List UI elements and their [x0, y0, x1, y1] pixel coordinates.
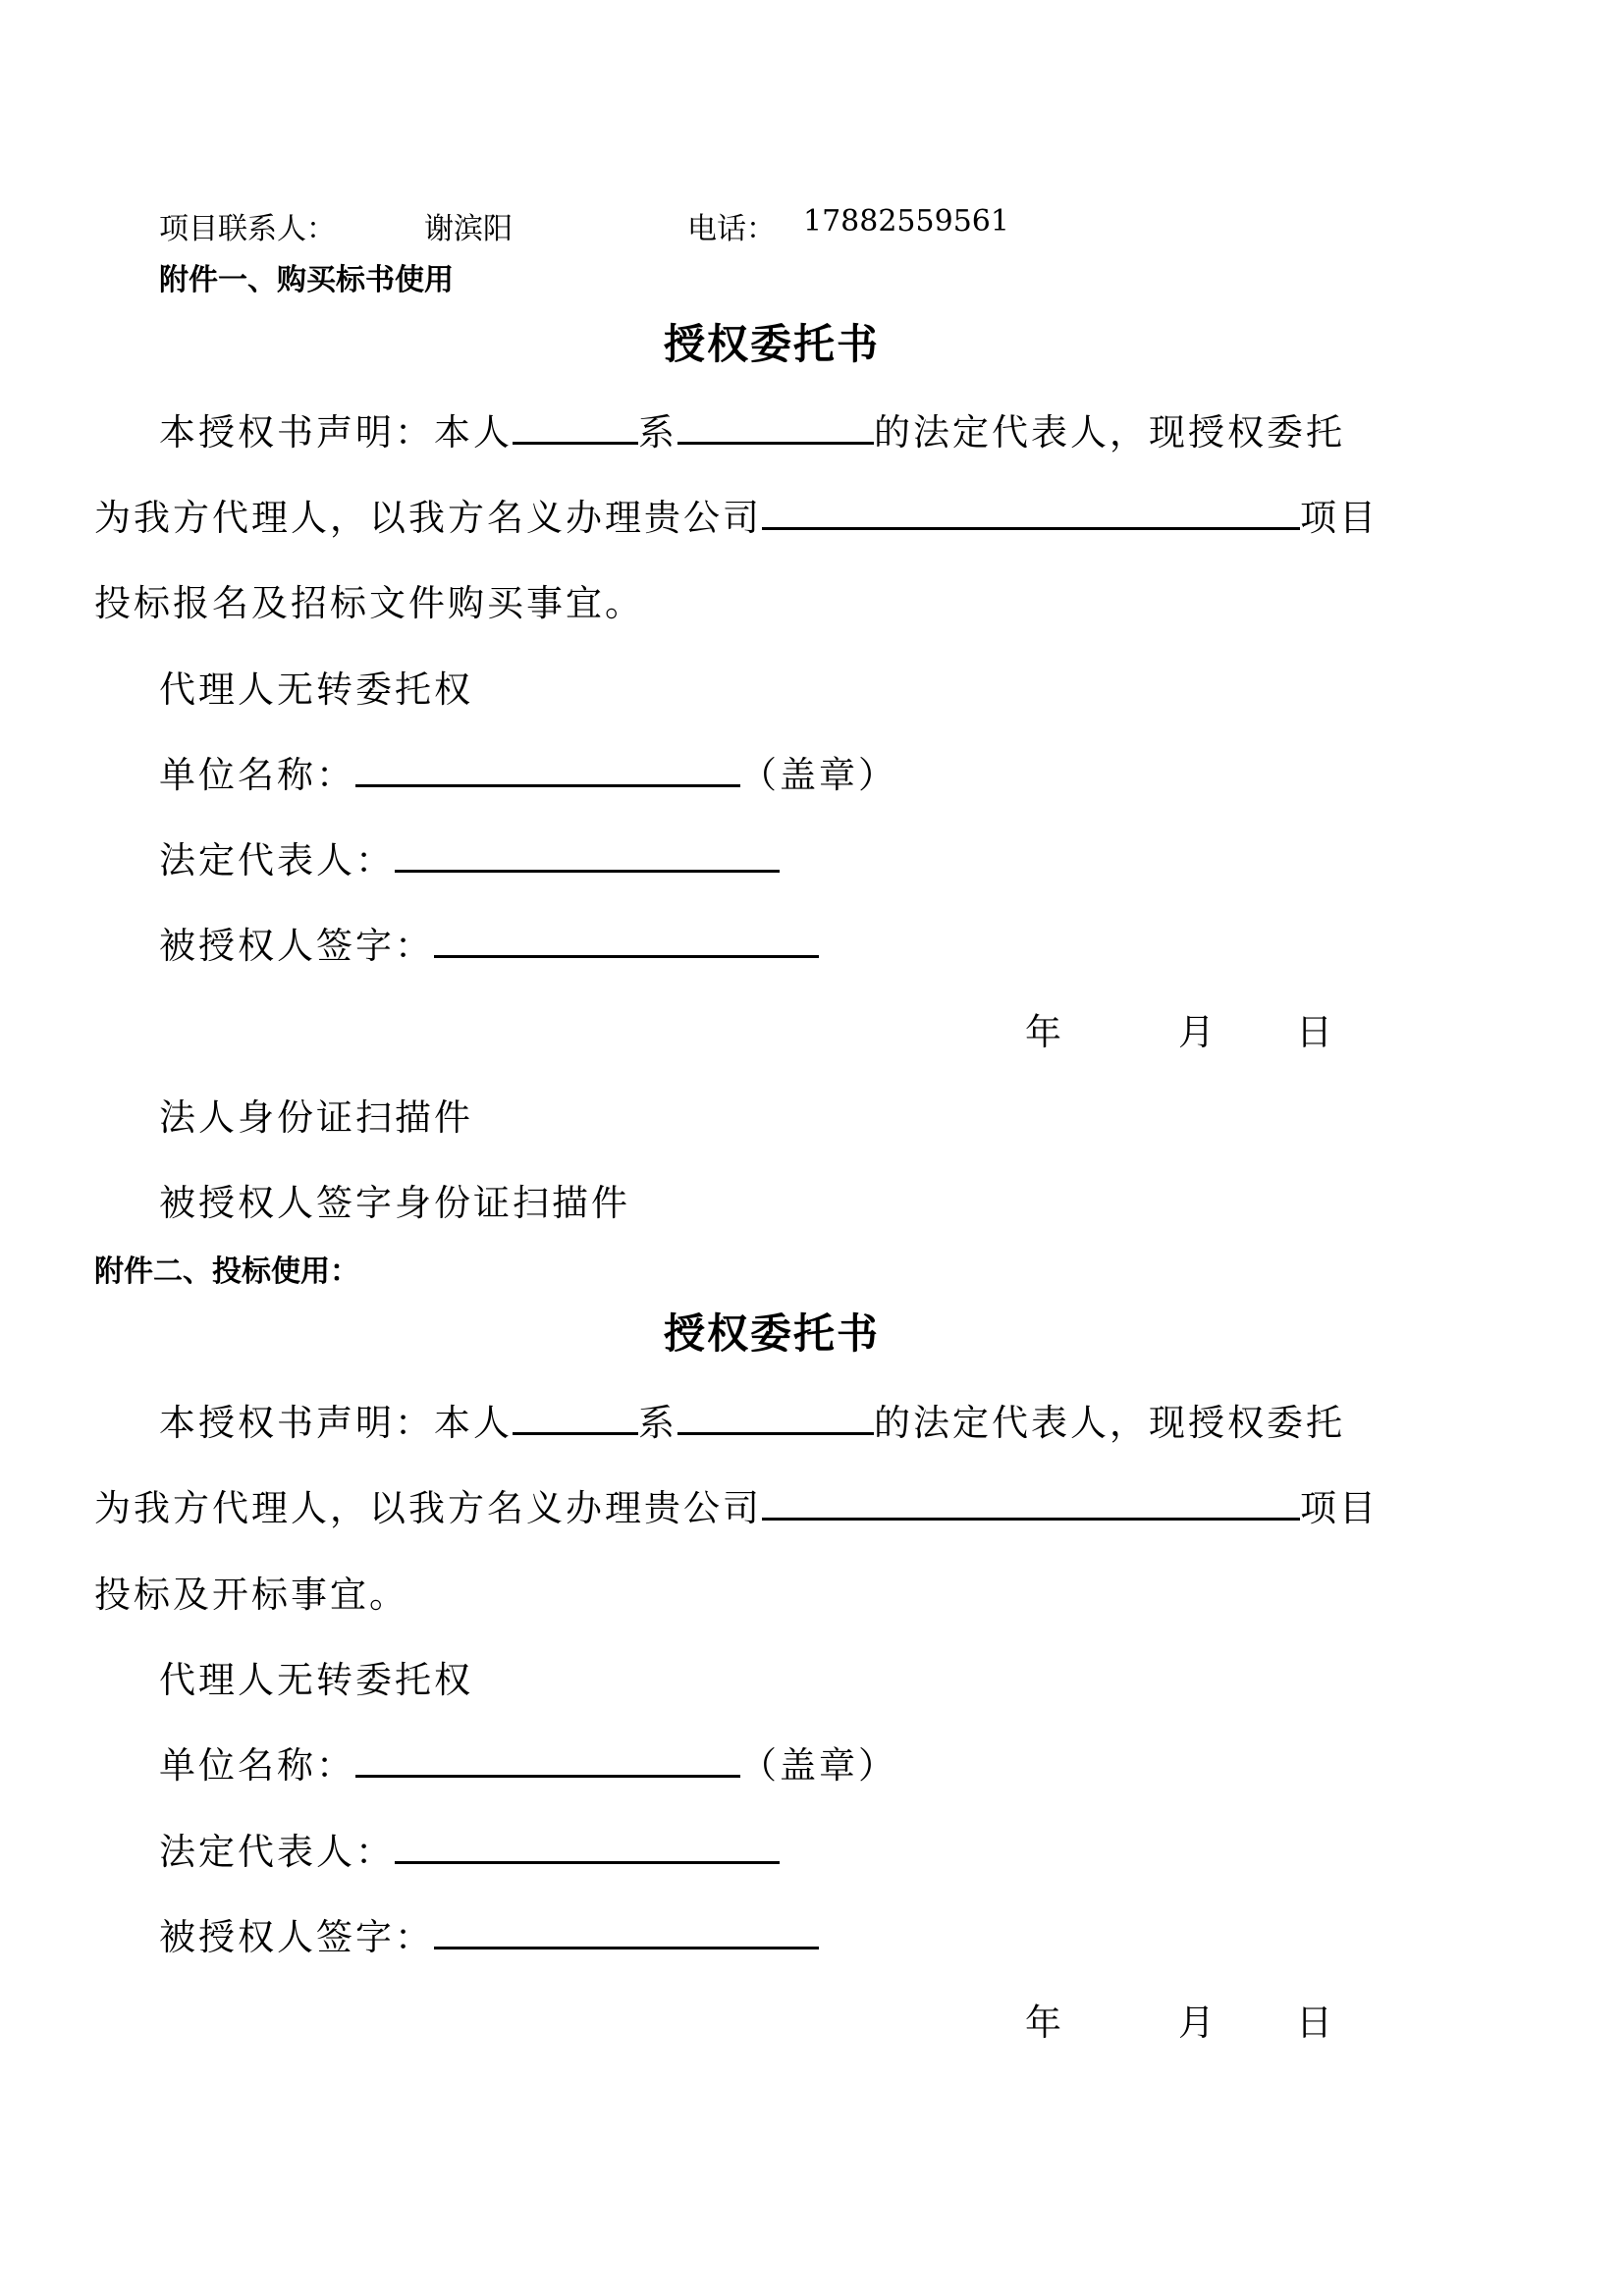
project-blank[interactable] [762, 1482, 1300, 1521]
line1-text-c: 的法定代表人，现授权委托 [874, 411, 1345, 454]
line1-text-a: 本授权书声明：本人 [159, 1402, 513, 1444]
section-1-no-transfer: 代理人无转委托权 [159, 668, 473, 711]
unit-name-label: 单位名称： [159, 1744, 355, 1787]
project-blank[interactable] [762, 492, 1300, 530]
date-year: 年 [1025, 1011, 1064, 1053]
authorized-sign-label: 被授权人签字： [159, 925, 434, 967]
section-1-title: 授权委托书 [664, 320, 881, 368]
phone-number: 17882559561 [803, 204, 1009, 239]
section-1-line3: 投标报名及招标文件购买事宜。 [94, 582, 644, 624]
line2-text-b: 项目 [1300, 1487, 1379, 1529]
section-2-line3: 投标及开标事宜。 [94, 1574, 408, 1616]
authorized-sign-label: 被授权人签字： [159, 1916, 434, 1958]
contact-name: 谢滨阳 [424, 212, 513, 246]
section-2-line2 [94, 1478, 1379, 1531]
authorized-sign-blank[interactable] [434, 1911, 819, 1949]
section-2-title: 授权委托书 [664, 1309, 881, 1358]
company-blank[interactable] [677, 1397, 874, 1435]
section-1-legal-rep-row [159, 830, 780, 883]
section-1-sign-row [159, 916, 819, 969]
section-1-line2 [94, 488, 1379, 541]
section-2-line1 [159, 1393, 1345, 1446]
section-1-heading: 附件一、购买标书使用 [159, 263, 454, 297]
unit-name-label: 单位名称： [159, 754, 355, 796]
line1-text-c: 的法定代表人，现授权委托 [874, 1402, 1345, 1444]
seal-label: （盖章） [740, 754, 897, 796]
section-2-no-transfer: 代理人无转委托权 [159, 1659, 473, 1701]
name-blank[interactable] [513, 1397, 638, 1435]
line1-text-b: 系 [638, 1402, 677, 1444]
unit-name-blank[interactable] [355, 749, 740, 787]
date-day: 日 [1296, 1011, 1335, 1053]
section-2-legal-rep-row [159, 1822, 780, 1875]
line2-text-a: 为我方代理人，以我方名义办理贵公司 [94, 1487, 762, 1529]
section-2-heading: 附件二、投标使用： [94, 1255, 359, 1289]
line1-text-a: 本授权书声明：本人 [159, 411, 513, 454]
authorized-sign-blank[interactable] [434, 920, 819, 958]
company-blank[interactable] [677, 406, 874, 445]
line1-text-b: 系 [638, 411, 677, 454]
legal-rep-label: 法定代表人： [159, 1831, 395, 1873]
line2-text-b: 项目 [1300, 497, 1379, 539]
date-day: 日 [1296, 2002, 1335, 2044]
attach-authorized-id: 被授权人签字身份证扫描件 [159, 1182, 630, 1224]
date-month: 月 [1178, 2002, 1218, 2044]
legal-rep-label: 法定代表人： [159, 839, 395, 881]
date-month: 月 [1178, 1011, 1218, 1053]
date-year: 年 [1025, 2002, 1064, 2044]
line2-text-a: 为我方代理人，以我方名义办理贵公司 [94, 497, 762, 539]
seal-label: （盖章） [740, 1744, 897, 1787]
section-1-line1 [159, 402, 1345, 455]
section-2-sign-row [159, 1907, 819, 1960]
legal-rep-blank[interactable] [395, 1826, 780, 1864]
section-1-unit-name-row [159, 745, 897, 798]
name-blank[interactable] [513, 406, 638, 445]
attach-legal-id: 法人身份证扫描件 [159, 1096, 473, 1139]
legal-rep-blank[interactable] [395, 834, 780, 873]
phone-label: 电话： [687, 212, 776, 246]
section-2-unit-name-row [159, 1735, 897, 1789]
unit-name-blank[interactable] [355, 1739, 740, 1778]
contact-label: 项目联系人： [159, 212, 336, 246]
